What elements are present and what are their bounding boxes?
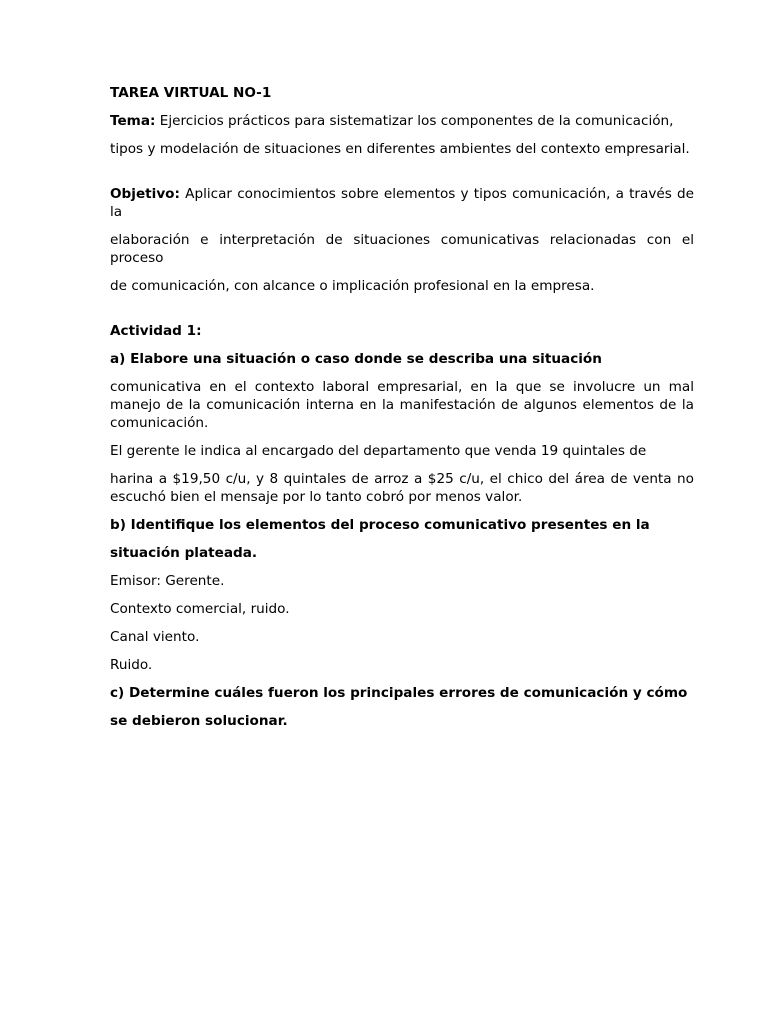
objetivo-text-line3: de comunicación, con alcance o implicación profesional en la empresa.	[110, 278, 595, 294]
answer-canal: Canal viento.	[110, 629, 200, 645]
question-c-heading-line2: se debieron solucionar.	[110, 713, 288, 729]
question-a-text: comunicativa en el contexto laboral empresarial, en la que se involucre un mal manejo de la comunicación interna en la manifestación de algunos elementos de la comunicación.	[110, 379, 694, 431]
actividad-heading: Actividad 1:	[110, 323, 202, 339]
tema-text-line2: tipos y modelación de situaciones en diferentes ambientes del contexto empresarial.	[110, 141, 690, 157]
objetivo-text-line2: elaboración e interpretación de situaciones comunicativas relacionadas con el proceso	[110, 232, 694, 266]
document-page	[110, 84, 694, 740]
objetivo-text-line1: Aplicar conocimientos sobre elementos y tipos comunicación, a través de la	[110, 186, 694, 220]
answer-emisor: Emisor: Gerente.	[110, 573, 225, 589]
tema-text-line1: Ejercicios prácticos para sistematizar los componentes de la comunicación,	[155, 113, 674, 129]
question-b-heading-line1: b) Identifique los elementos del proceso comunicativo presentes en la	[110, 517, 650, 533]
question-c-heading-line1: c) Determine cuáles fueron los principales errores de comunicación y cómo	[110, 685, 688, 701]
tema-paragraph	[110, 112, 694, 130]
document-title: TAREA VIRTUAL NO-1	[110, 85, 272, 101]
objetivo-label: Objetivo:	[110, 186, 180, 202]
objetivo-paragraph	[110, 185, 694, 221]
tema-label: Tema:	[110, 113, 156, 129]
question-a-heading: a) Elabore una situación o caso donde se describa una situación	[110, 351, 602, 367]
case-text-line2: harina a $19,50 c/u, y 8 quintales de arroz a $25 c/u, el chico del área de venta no escuchó bien el mensaje por lo tanto cobró por menos valor.	[110, 471, 694, 505]
question-b-heading-line2: situación plateada.	[110, 545, 258, 561]
answer-contexto: Contexto comercial, ruido.	[110, 601, 290, 617]
case-text-line1: El gerente le indica al encargado del departamento que venda 19 quintales de	[110, 443, 647, 459]
answer-ruido: Ruido.	[110, 657, 153, 673]
